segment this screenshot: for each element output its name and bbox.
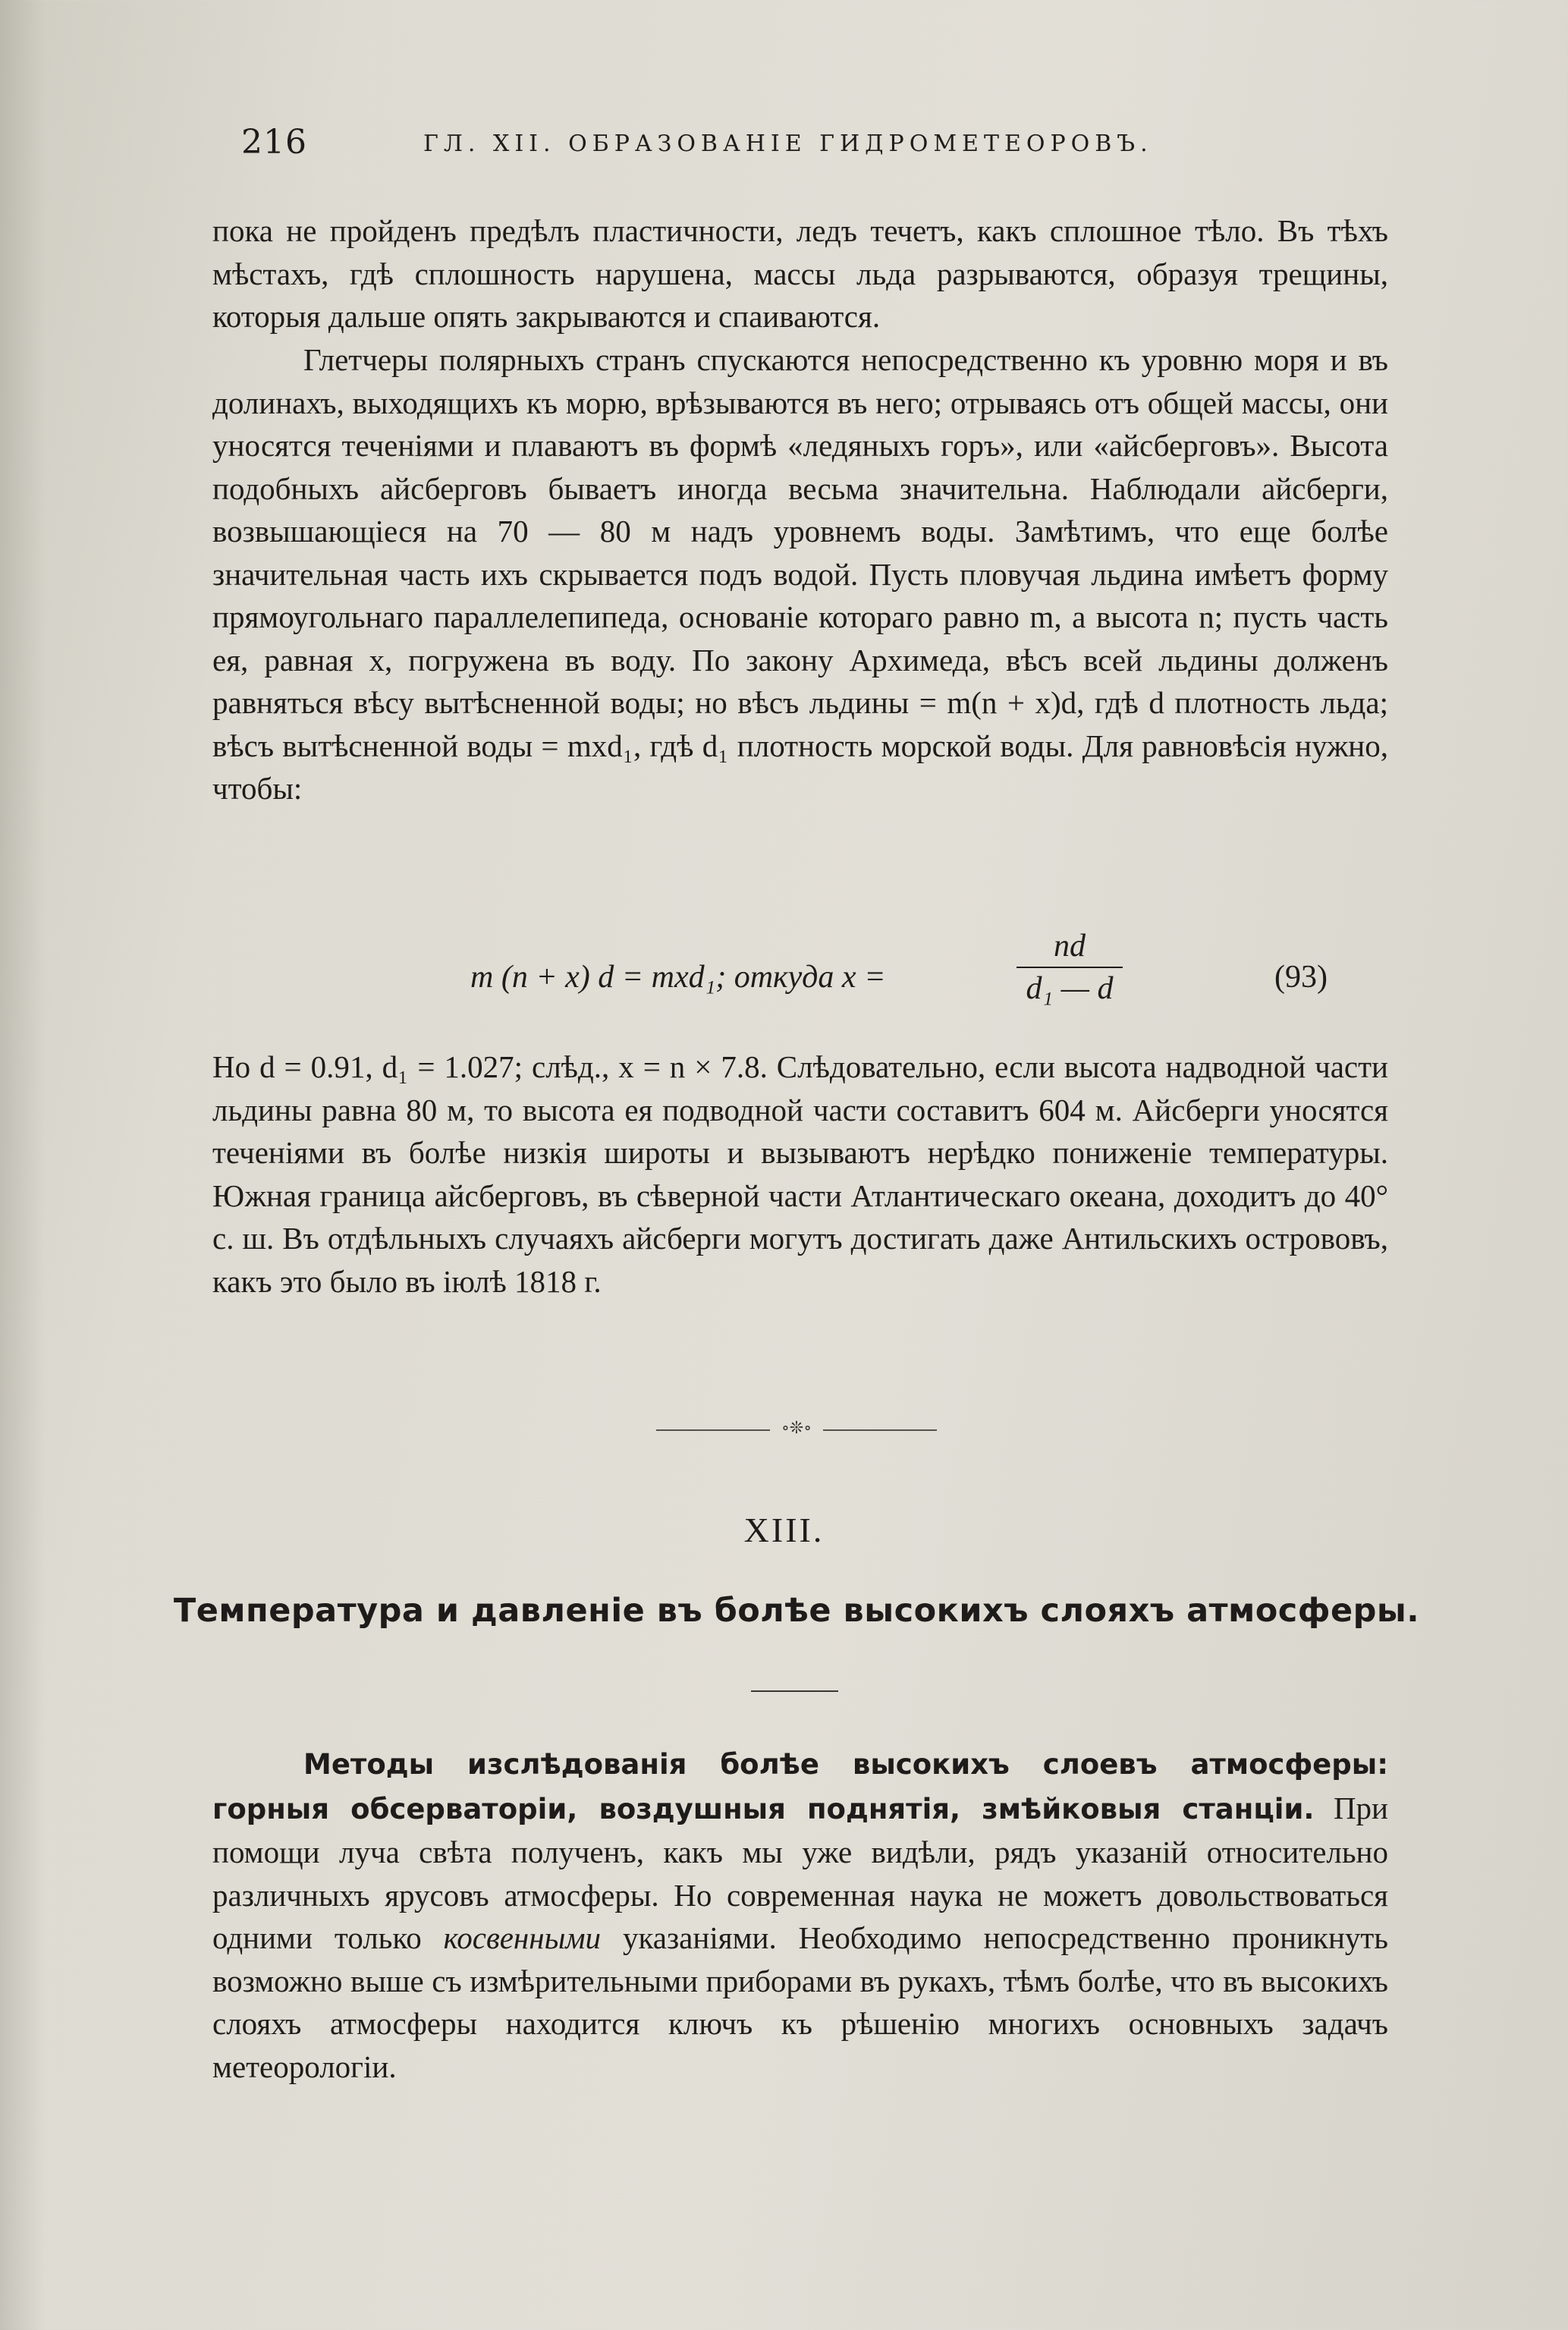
fraction-bar: [1017, 967, 1123, 968]
fraction-denominator: d₁ — d: [1026, 971, 1114, 1006]
page-header: [241, 123, 1387, 168]
chapter-number: XIII.: [743, 1511, 825, 1549]
paragraph-4-text: [212, 1742, 1388, 2088]
fraction-numerator: nd: [1054, 929, 1086, 964]
section-text-start: При помощи луча свѣта полученъ, какъ мы уже видѣли, рядъ указаній относительно различныхъ ярусовъ атмосферы. Но современная наука не можетъ довольствоваться одними только: [212, 1790, 1388, 1955]
paragraph-1: [212, 209, 1388, 338]
ornament-glyph: ∘❊∘: [781, 1419, 812, 1438]
running-head: ГЛ. XII. ОБРАЗОВАНІЕ ГИДРОМЕТЕОРОВЪ.: [423, 130, 1153, 157]
chapter-title: Температура и давленіе въ болѣе высокихъ слояхъ атмосферы.: [173, 1592, 1420, 1630]
ornament-line-left: [656, 1429, 770, 1431]
equation-left-side: m (n + x) d = mxd₁; откуда x =: [470, 960, 886, 995]
equation-93: [470, 927, 1381, 1026]
section-ornament: [656, 1419, 937, 1442]
italic-word: косвенными: [443, 1920, 602, 1955]
paragraph-3: [212, 1046, 1388, 1303]
paragraph-2-text: Глетчеры полярныхъ странъ спускаются непосредственно къ уровню моря и въ долинахъ, выходящихъ къ морю, врѣзываются въ него; отрываясь отъ общей массы, они уносятся теченіями и плаваютъ въ формѣ «ледяныхъ горъ», или «айсберговъ». Высота подобныхъ айсберговъ бываетъ иногда весьма значительна. Наблюдали айсберги, возвышающіеся на 70 — 80 м надъ уровнемъ воды. Замѣтимъ, что еще болѣе значительная часть ихъ скрывается подъ водой. Пусть пловучая льдина имѣетъ форму прямоугольнаго параллелепипеда, основаніе котораго равно m, а высота n; пусть часть ея, равная x, погружена въ воду. По закону Архимеда, вѣсъ всей льдины долженъ равняться вѣсу вытѣсненной воды; но вѣсъ льдины = m(n + x)d, гдѣ d плотность льда; вѣсъ вытѣсненной воды = mxd₁, гдѣ d₁ плотность морской воды. Для равновѣсія нужно, чтобы:: [212, 342, 1388, 806]
page-number: 216: [241, 123, 307, 162]
page-gutter-shadow: [0, 0, 46, 2330]
equation-number: (93): [1274, 960, 1328, 995]
equation-fraction: [1017, 927, 1123, 1008]
paragraph-3-text: Но d = 0.91, d₁ = 1.027; слѣд., x = n × 7.8. Слѣдовательно, если высота надводной части льдины равна 80 м, то высота ея подводной части составитъ 604 м. Айсберги уносятся теченіями въ болѣе низкія широты и вызываютъ нерѣдко пониженіе температуры. Южная граница айсберговъ, въ сѣверной части Атлантическаго океана, доходитъ до 40° с. ш. Въ отдѣльныхъ случаяхъ айсберги могутъ достигать даже Антильскихъ острововъ, какъ это было въ іюлѣ 1818 г.: [212, 1049, 1388, 1299]
ornament-line-right: [823, 1429, 937, 1431]
paragraph-1-text: пока не пройденъ предѣлъ пластичности, ледъ течетъ, какъ сплошное тѣло. Въ тѣхъ мѣстахъ, гдѣ сплошность нарушена, массы льда разрываются, образуя трещины, которыя дальше опять закрываются и спаиваются.: [212, 213, 1388, 334]
paragraph-4: [212, 1742, 1388, 2088]
section-heading: Методы изслѣдованія болѣе высокихъ слоевъ атмосферы: горныя обсерваторіи, воздушныя поднятія, змѣйковыя станціи.: [212, 1748, 1388, 1825]
title-rule: [751, 1690, 838, 1692]
section-text-end: указаніями. Необходимо непосредственно проникнуть возможно выше съ измѣрительными приборами въ рукахъ, тѣмъ болѣе, что въ высокихъ слояхъ атмосферы находится ключъ къ рѣшенію многихъ основныхъ задачъ метеорологіи.: [212, 1920, 1389, 2084]
paragraph-2: [212, 338, 1388, 810]
